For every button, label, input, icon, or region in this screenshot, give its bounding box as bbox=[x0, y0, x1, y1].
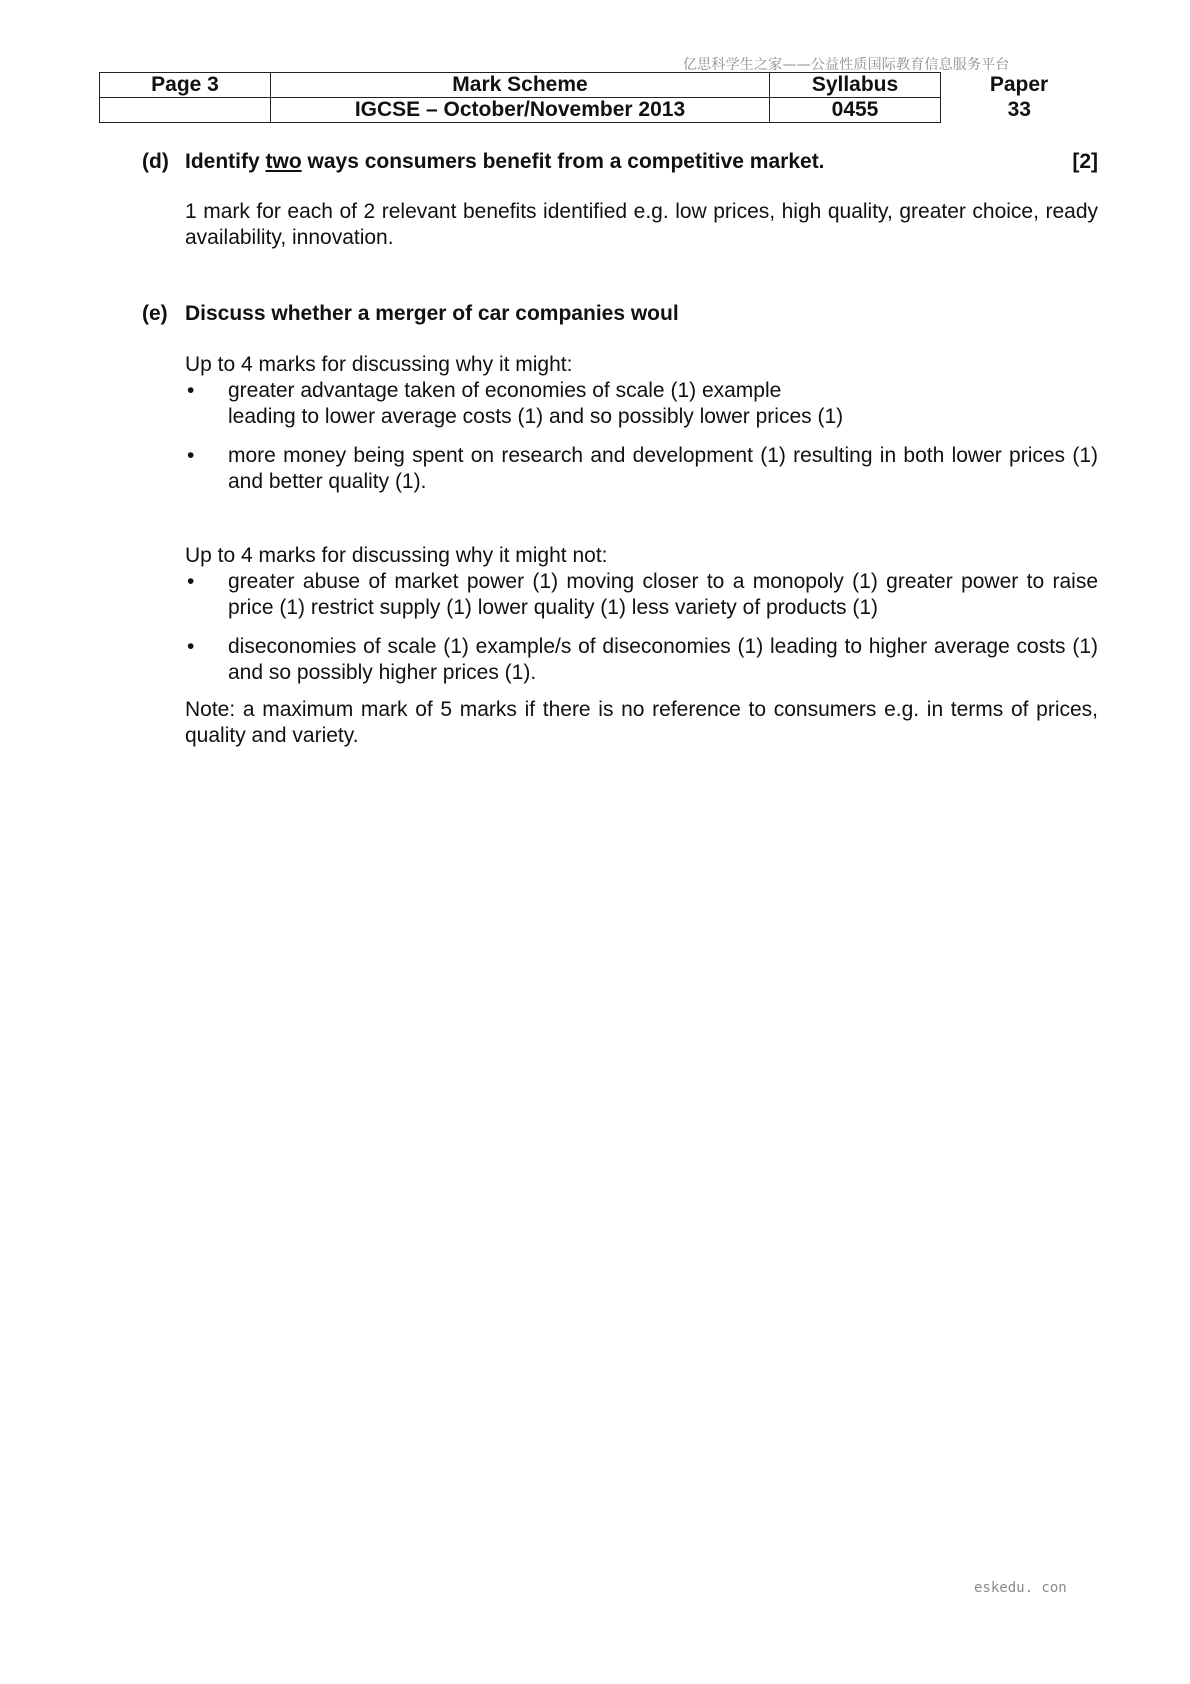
syllabus-code: 0455 bbox=[770, 98, 941, 123]
might-not-intro: Up to 4 marks for discussing why it might not: bbox=[185, 544, 608, 567]
watermark-top: 亿思科学生之家——公益性质国际教育信息服务平台 bbox=[683, 57, 1010, 73]
underlined-word: two bbox=[265, 150, 302, 173]
note: Note: a maximum mark of 5 marks if there is no reference to consumers e.g. in terms of prices, quality and variety. bbox=[185, 698, 1098, 747]
list-item: • more money being spent on research and development (1) resulting in both lower prices (1) and better quality (1). bbox=[185, 443, 1098, 495]
paper-code: 33 bbox=[1007, 98, 1031, 121]
document-subtitle: IGCSE – October/November 2013 bbox=[271, 98, 770, 123]
question-d-marks: [2] bbox=[1072, 150, 1098, 173]
might-list-2 bbox=[185, 443, 1098, 495]
page-number: Page 3 bbox=[100, 73, 271, 98]
paper-label: Paper bbox=[989, 73, 1049, 96]
might-intro: Up to 4 marks for discussing why it might: bbox=[185, 353, 573, 376]
question-d-text: Identify two ways consumers benefit from a competitive market. bbox=[185, 150, 825, 173]
blank-cell bbox=[100, 98, 271, 123]
watermark-bottom: eskedu. con bbox=[974, 1580, 1067, 1596]
list-item: • diseconomies of scale (1) example/s of diseconomies (1) leading to higher average costs (1) and so possibly higher prices (1). bbox=[185, 634, 1098, 686]
question-d-answer: 1 mark for each of 2 relevant benefits identified e.g. low prices, high quality, greater choice, ready availability, innovation. bbox=[185, 200, 1098, 249]
list-item: • greater abuse of market power (1) moving closer to a monopoly (1) greater power to raise price (1) restrict supply (1) lower quality (1) less variety of products (1) bbox=[185, 569, 1098, 621]
document-title: Mark Scheme bbox=[271, 73, 770, 98]
syllabus-label: Syllabus bbox=[770, 73, 941, 98]
question-d bbox=[142, 148, 1098, 176]
list-item: • greater advantage taken of economies of scale (1) example leading to lower average costs (1) and so possibly lower prices (1) bbox=[185, 378, 1098, 430]
question-e bbox=[142, 300, 1098, 328]
might-not-list-2 bbox=[185, 634, 1098, 686]
might-not-list bbox=[185, 569, 1098, 621]
question-e-label: (e) bbox=[142, 302, 168, 325]
question-e-text: Discuss whether a merger of car companies woul bbox=[185, 302, 679, 325]
might-list bbox=[185, 378, 1098, 430]
question-d-label: (d) bbox=[142, 150, 169, 173]
header-table bbox=[99, 72, 1098, 123]
